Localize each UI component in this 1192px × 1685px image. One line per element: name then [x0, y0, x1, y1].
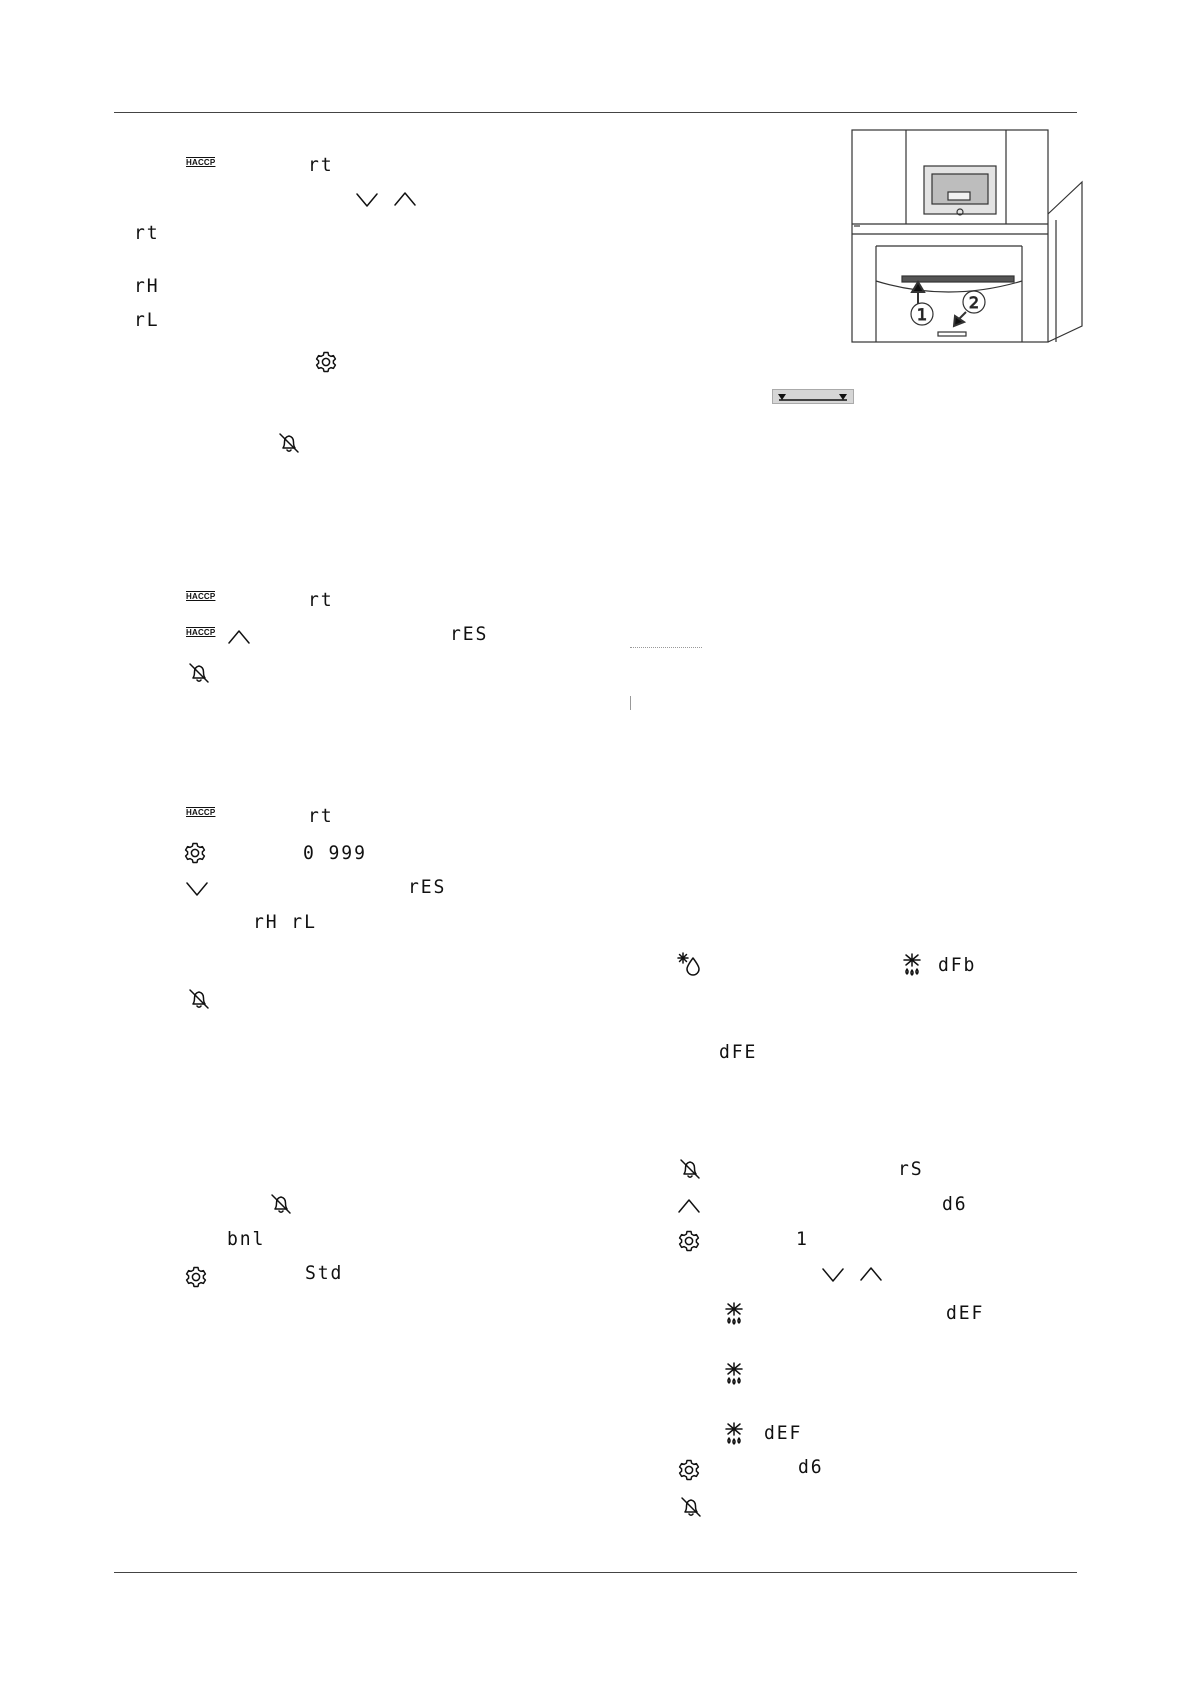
- callout-1: 1: [916, 305, 928, 324]
- haccp-button-icon[interactable]: HACCP: [186, 808, 216, 817]
- display-rH-rL: rH rL: [253, 911, 317, 933]
- snowflake-drop-icon[interactable]: [677, 952, 701, 976]
- bell-off-icon[interactable]: [679, 1158, 701, 1180]
- chevron-down-icon[interactable]: [186, 882, 208, 896]
- bell-off-icon[interactable]: [680, 1496, 702, 1518]
- display-rS: rS: [898, 1158, 924, 1180]
- haccp-button-icon[interactable]: HACCP: [186, 158, 216, 167]
- display-rt: rt: [308, 154, 334, 176]
- display-bnl: bnl: [227, 1228, 266, 1250]
- defrost-icon[interactable]: [900, 952, 924, 976]
- gear-icon[interactable]: [184, 842, 206, 864]
- chevron-up-icon[interactable]: [394, 192, 416, 206]
- display-rES: rES: [408, 876, 447, 898]
- display-rH: rH: [134, 275, 160, 297]
- bell-off-icon[interactable]: [188, 988, 210, 1010]
- haccp-button-icon[interactable]: HACCP: [186, 592, 216, 601]
- text-fragment: [630, 647, 702, 650]
- display-dEF: dEF: [946, 1302, 985, 1324]
- defrost-icon[interactable]: [722, 1301, 746, 1325]
- display-dFE: dFE: [719, 1041, 758, 1063]
- display-d6: d6: [798, 1456, 824, 1478]
- chevron-up-icon[interactable]: [860, 1267, 882, 1281]
- display-dEF: dEF: [764, 1422, 803, 1444]
- footer-rule: [114, 1572, 1077, 1573]
- chevron-up-icon[interactable]: [228, 630, 250, 644]
- chevron-up-icon[interactable]: [678, 1199, 700, 1213]
- bell-off-icon[interactable]: [188, 662, 210, 684]
- display-rt: rt: [308, 589, 334, 611]
- gear-icon[interactable]: [185, 1266, 207, 1288]
- bell-off-icon[interactable]: [270, 1193, 292, 1215]
- defrost-icon[interactable]: [722, 1361, 746, 1385]
- display-Std: Std: [305, 1262, 344, 1284]
- display-rL: rL: [134, 309, 160, 331]
- haccp-button-icon[interactable]: HACCP: [186, 628, 216, 637]
- display-dFb: dFb: [938, 954, 977, 976]
- header-rule: [114, 112, 1077, 113]
- chevron-down-icon[interactable]: [356, 193, 378, 207]
- divider-mark: [630, 696, 631, 710]
- display-1: 1: [796, 1228, 809, 1250]
- display-range: 0 999: [303, 842, 367, 864]
- chevron-down-icon[interactable]: [822, 1268, 844, 1282]
- display-rt: rt: [308, 805, 334, 827]
- scale-markers: [773, 390, 853, 403]
- gear-icon[interactable]: [678, 1459, 700, 1481]
- gear-icon[interactable]: [678, 1230, 700, 1252]
- callout-2: 2: [968, 293, 980, 312]
- appliance-figure: [850, 126, 1082, 342]
- defrost-icon[interactable]: [722, 1421, 746, 1445]
- display-d6: d6: [942, 1193, 968, 1215]
- gear-icon[interactable]: [315, 351, 337, 373]
- display-rES: rES: [450, 623, 489, 645]
- adjustment-scale: [772, 389, 854, 404]
- display-rt: rt: [134, 222, 160, 244]
- bell-off-icon[interactable]: [278, 432, 300, 454]
